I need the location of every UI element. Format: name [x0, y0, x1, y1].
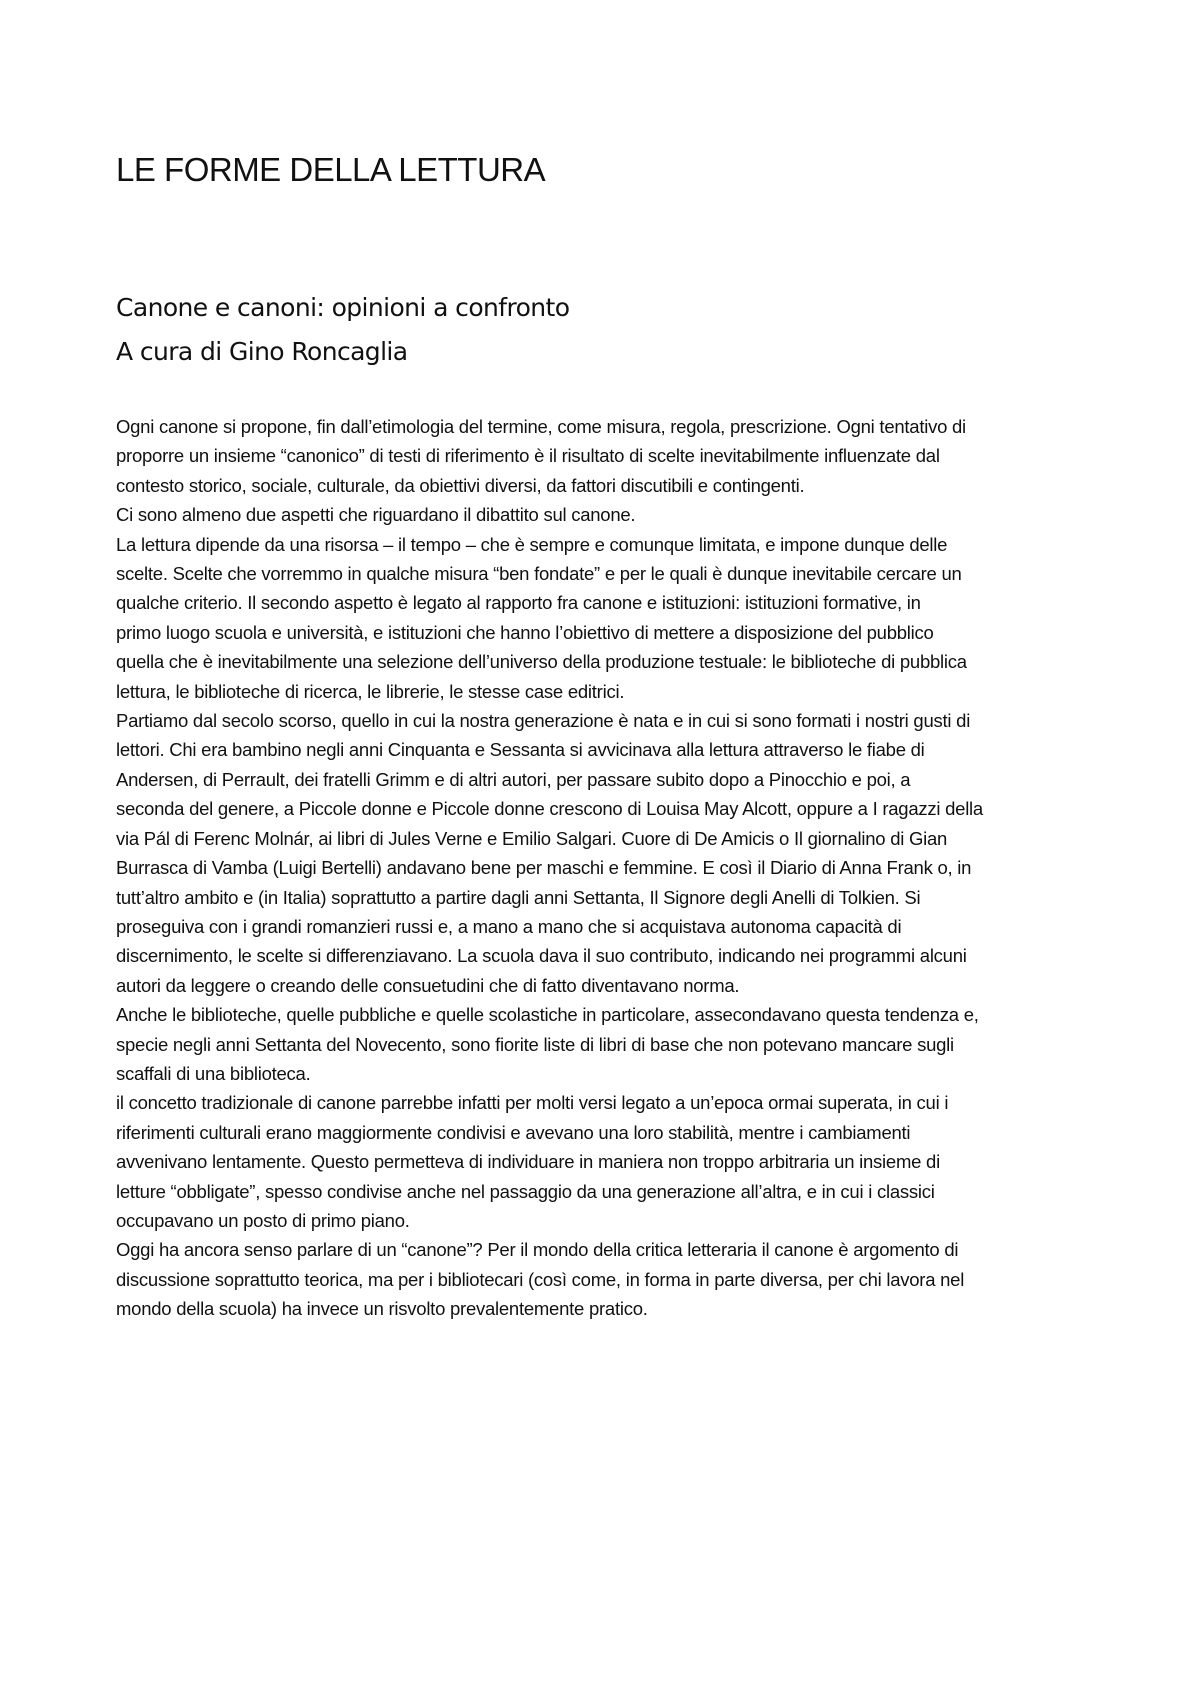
body-text-line: proseguiva con i grandi romanzieri russi e, a mano a mano che si acquistava autonoma capacità di: [116, 915, 902, 937]
subtitle-line: Canone e canoni: opinioni a confronto: [116, 293, 570, 322]
body-text-line: avvenivano lentamente. Questo permetteva di individuare in maniera non troppo arbitraria un insieme di: [116, 1151, 940, 1173]
body-text-line: scelte. Scelte che vorremmo in qualche misura “ben fondate” e per le quali è dunque inevitabile cercare un: [116, 563, 962, 585]
document-title: LE FORME DELLA LETTURA: [116, 151, 546, 188]
body-text-line: scaffali di una biblioteca.: [116, 1062, 311, 1084]
body-text-line: Anche le biblioteche, quelle pubbliche e quelle scolastiche in particolare, assecondavano questa tendenza e,: [116, 1004, 979, 1026]
subtitle-line: A cura di Gino Roncaglia: [116, 337, 408, 366]
body-text-line: tutt’altro ambito e (in Italia) soprattutto a partire dagli anni Settanta, Il Signore degli Anelli di Tolkien. Si: [116, 886, 921, 908]
body-text-line: La lettura dipende da una risorsa – il tempo – che è sempre e comunque limitata, e impone dunque delle: [116, 533, 948, 555]
body-text-line: lettori. Chi era bambino negli anni Cinquanta e Sessanta si avvicinava alla lettura attraverso le fiabe di: [116, 739, 925, 761]
body-text-line: Burrasca di Vamba (Luigi Bertelli) andavano bene per maschi e femmine. E così il Diario di Anna Frank o, in: [116, 857, 972, 879]
body-text-line: discernimento, le scelte si differenziavano. La scuola dava il suo contributo, indicando nei programmi alcuni: [116, 945, 967, 967]
body-text: [116, 412, 1091, 1324]
body-text-line: quella che è inevitabilmente una selezione dell’universo della produzione testuale: le biblioteche di pubblica: [116, 651, 967, 673]
body-text-line: proporre un insieme “canonico” di testi di riferimento è il risultato di scelte inevitabilmente influenzate dal: [116, 445, 940, 467]
body-text-line: Oggi ha ancora senso parlare di un “canone”? Per il mondo della critica letteraria il canone è argomento di: [116, 1239, 959, 1261]
body-text-line: autori da leggere o creando delle consuetudini che di fatto diventavano norma.: [116, 974, 740, 996]
body-text-line: Andersen, di Perrault, dei fratelli Grimm e di altri autori, per passare subito dopo a Pinocchio e poi, a: [116, 768, 911, 790]
body-text-line: Ci sono almeno due aspetti che riguardano il dibattito sul canone.: [116, 504, 636, 526]
body-text-line: discussione soprattutto teorica, ma per i bibliotecari (così come, in forma in parte diversa, per chi lavora nel: [116, 1268, 965, 1290]
subtitle-block: [116, 286, 1096, 374]
body-text-line: il concetto tradizionale di canone parrebbe infatti per molti versi legato a un’epoca ormai superata, in cui i: [116, 1092, 949, 1114]
body-text-line: mondo della scuola) ha invece un risvolto prevalentemente pratico.: [116, 1298, 648, 1320]
body-text-line: Partiamo dal secolo scorso, quello in cui la nostra generazione è nata e in cui si sono formati i nostri gusti di: [116, 710, 971, 732]
body-text-line: seconda del genere, a Piccole donne e Piccole donne crescono di Louisa May Alcott, oppure a I ragazzi della: [116, 798, 983, 820]
body-text-line: letture “obbligate”, spesso condivise anche nel passaggio da una generazione all’altra, e in cui i classici: [116, 1180, 935, 1202]
body-text-line: specie negli anni Settanta del Novecento, sono fiorite liste di libri di base che non potevano mancare sugli: [116, 1033, 954, 1055]
body-text-line: contesto storico, sociale, culturale, da obiettivi diversi, da fattori discutibili e contingenti.: [116, 474, 805, 496]
body-text-line: occupavano un posto di primo piano.: [116, 1209, 410, 1231]
body-text-line: lettura, le biblioteche di ricerca, le librerie, le stesse case editrici.: [116, 680, 625, 702]
body-text-line: riferimenti culturali erano maggiormente condivisi e avevano una loro stabilità, mentre i cambiamenti: [116, 1121, 911, 1143]
body-text-line: via Pál di Ferenc Molnár, ai libri di Jules Verne e Emilio Salgari. Cuore di De Amicis o Il giornalino di Gian: [116, 827, 948, 849]
body-text-line: qualche criterio. Il secondo aspetto è legato al rapporto fra canone e istituzioni: istituzioni formative, in: [116, 592, 921, 614]
body-text-line: Ogni canone si propone, fin dall’etimologia del termine, come misura, regola, prescrizione. Ogni tentativo di: [116, 416, 966, 437]
body-text-line: primo luogo scuola e università, e istituzioni che hanno l’obiettivo di mettere a disposizione del pubblico: [116, 621, 934, 643]
